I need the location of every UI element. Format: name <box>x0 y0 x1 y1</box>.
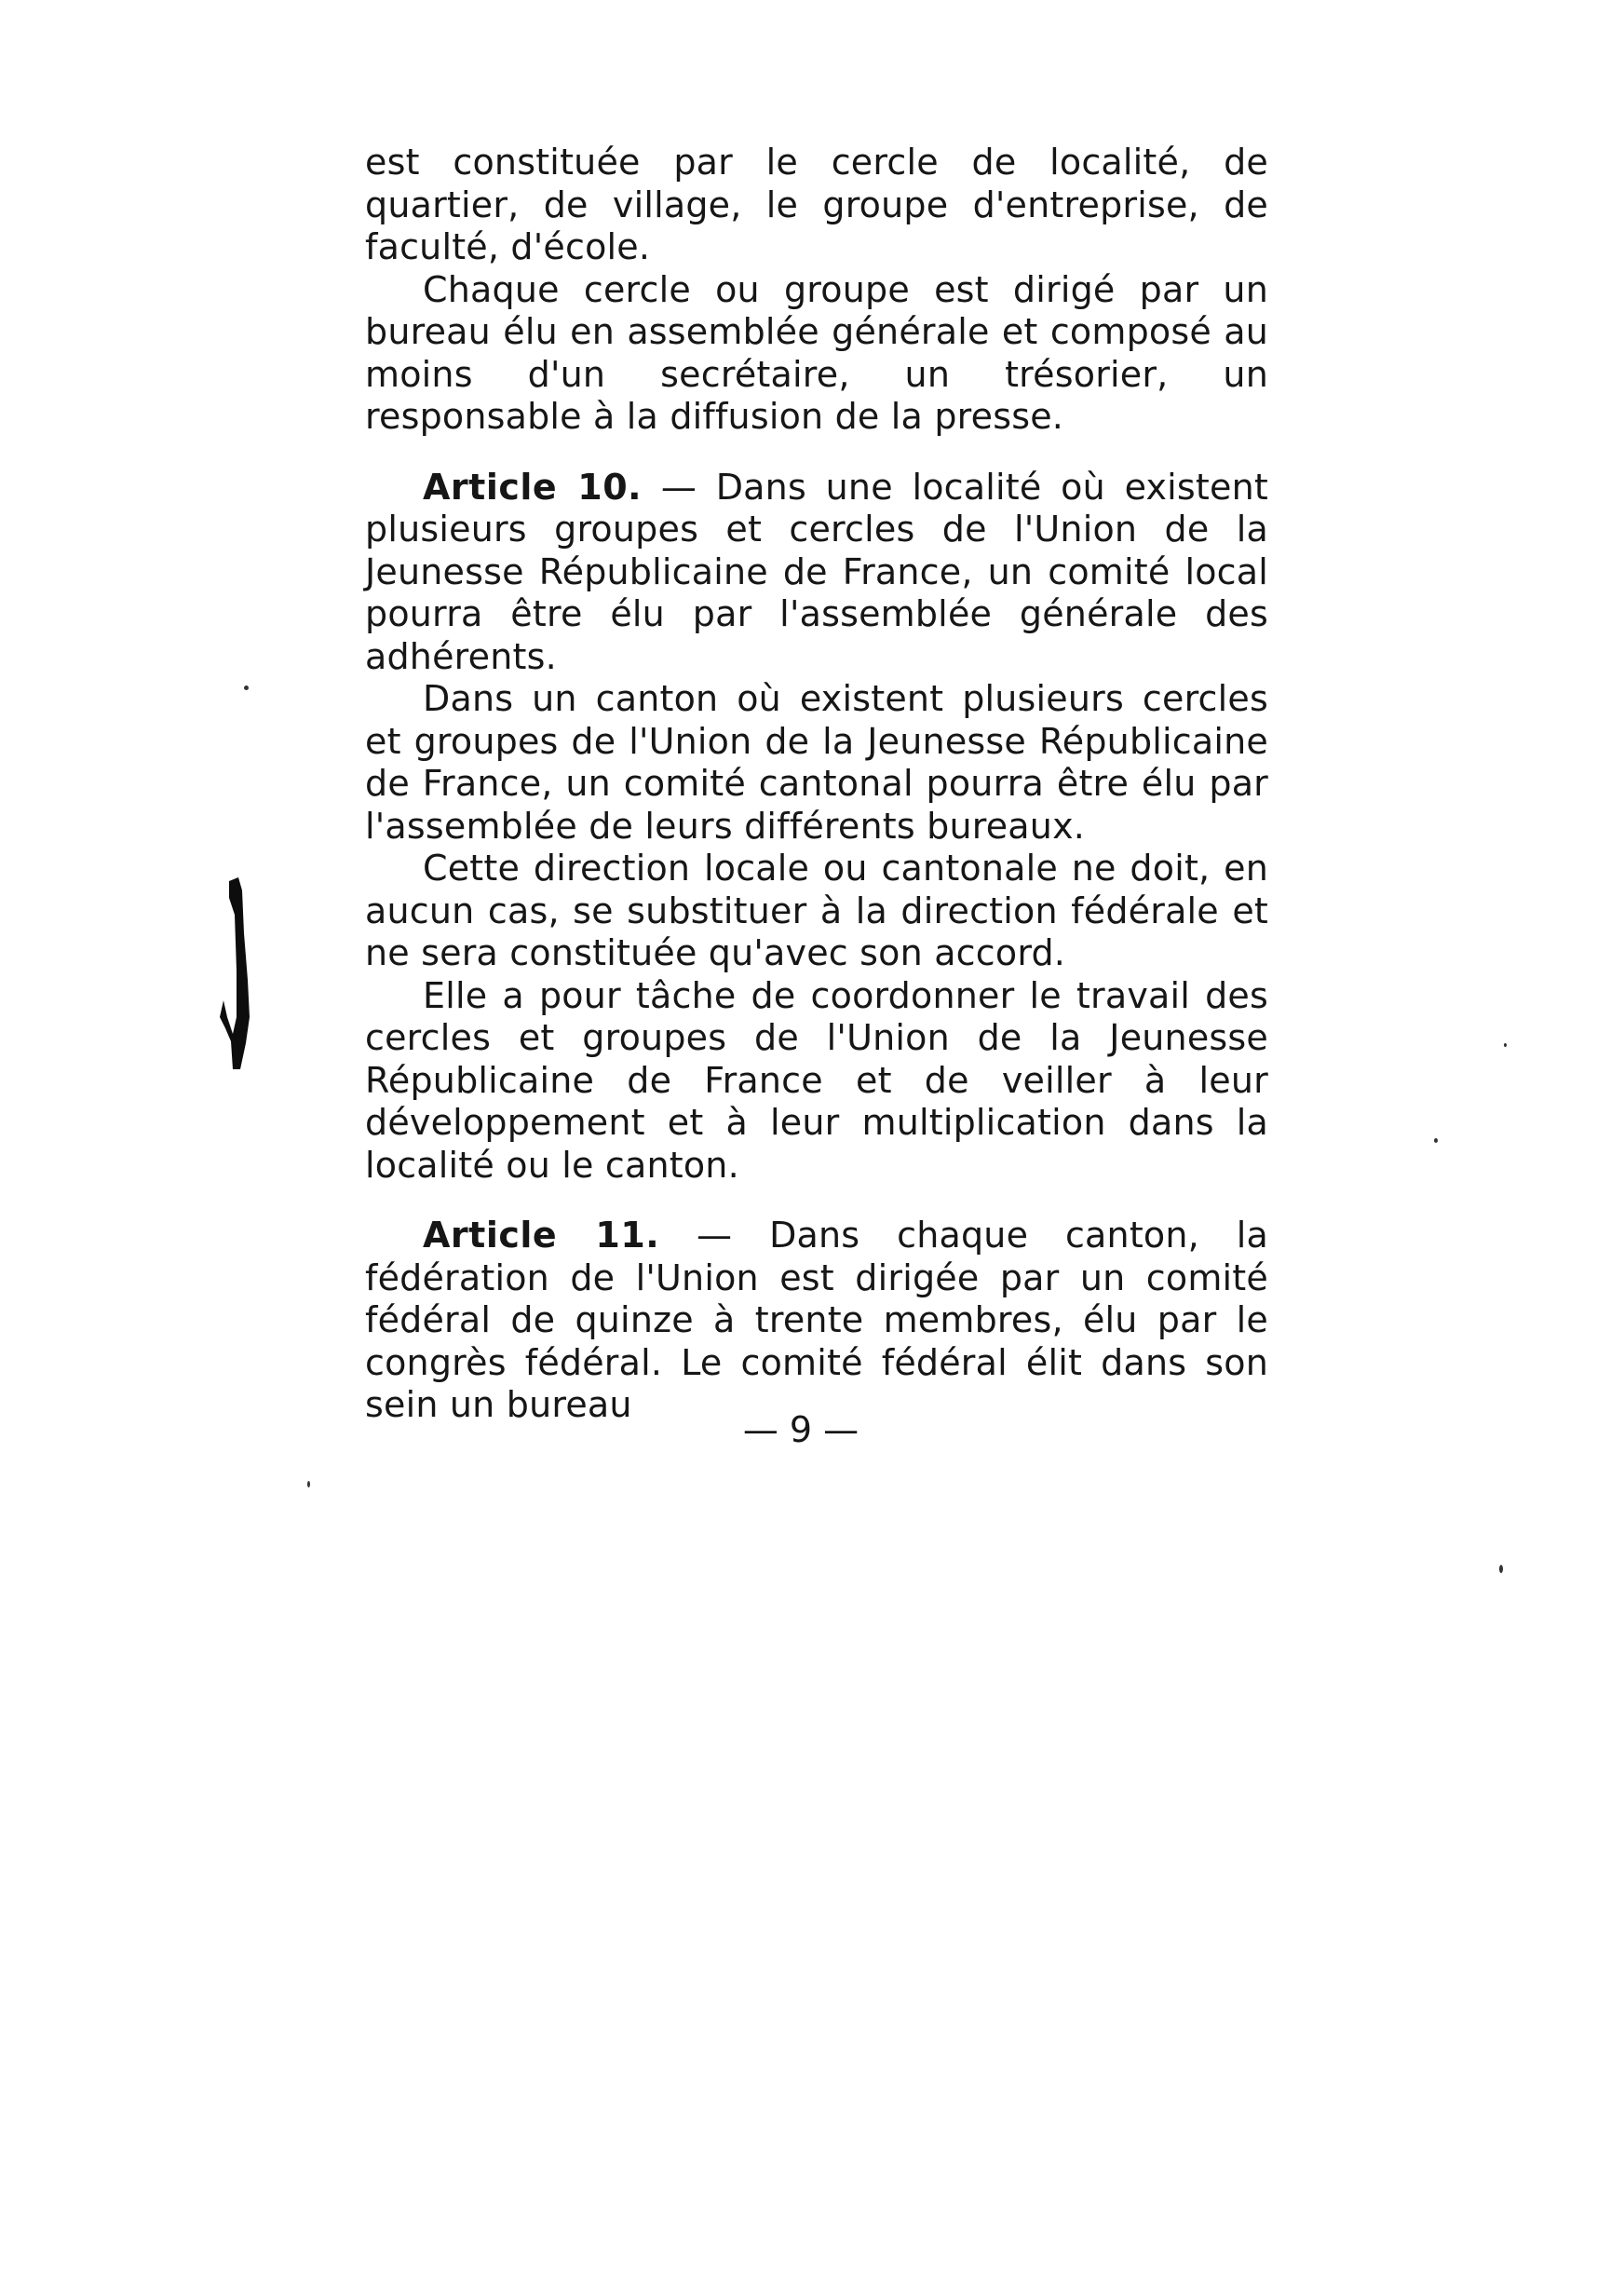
paragraph-text: — Dans chaque canton, la fédération de l'Union est dirigée par un comité fédéral de quinze à trente membres, élu par le congrès fédéral. Le comité fédéral élit dans son sein un bureau <box>365 1215 1268 1425</box>
paragraph-canton <box>365 678 1268 848</box>
article-10-paragraph <box>365 467 1268 679</box>
paragraph-bureau <box>365 269 1268 439</box>
paragraph-text: — Dans une localité où existent plusieurs groupes et cercles de l'Union de la Jeunesse Républicaine de France, un comité local pourra être élu par l'assemblée générale des adhérents. <box>365 466 1268 677</box>
dust-speck <box>1434 1138 1438 1143</box>
page-number: — 9 — <box>742 1409 859 1450</box>
article-11-label: Article 11. <box>423 1215 660 1256</box>
paragraph-text: Dans un canton où existent plusieurs cercles et groupes de l'Union de la Jeunesse Républicaine de France, un comité cantonal pourra être élu par l'assemblée de leurs différents bureaux. <box>365 678 1268 847</box>
paragraph-direction <box>365 848 1268 975</box>
binding-mark-icon <box>216 877 257 1073</box>
paragraph-tache <box>365 975 1268 1188</box>
dust-speck <box>307 1481 310 1487</box>
article-10-label: Article 10. <box>423 466 643 508</box>
paragraph-text: Chaque cercle ou groupe est dirigé par un bureau élu en assemblée générale et composé au moins d'un secrétaire, un trésorier, un responsable à la diffusion de la presse. <box>365 268 1268 437</box>
article-11-paragraph <box>365 1215 1268 1427</box>
paragraph-text: est constituée par le cercle de localité, de quartier, de village, le groupe d'entreprise, de faculté, d'école. <box>365 142 1268 267</box>
dust-speck <box>244 686 249 690</box>
paragraph-text: Cette direction locale ou cantonale ne doit, en aucun cas, se substituer à la direction fédérale et ne sera constituée qu'avec son accord. <box>365 848 1268 973</box>
dust-speck <box>1499 1565 1503 1573</box>
dust-speck <box>1504 1043 1507 1047</box>
paragraph-continuation <box>365 142 1268 269</box>
paragraph-text: Elle a pour tâche de coordonner le travail des cercles et groupes de l'Union de la Jeunesse Républicaine de France et de veiller à leur développement et à leur multiplication dans la localité ou le canton. <box>365 974 1268 1186</box>
page-text-column <box>365 142 1268 1427</box>
